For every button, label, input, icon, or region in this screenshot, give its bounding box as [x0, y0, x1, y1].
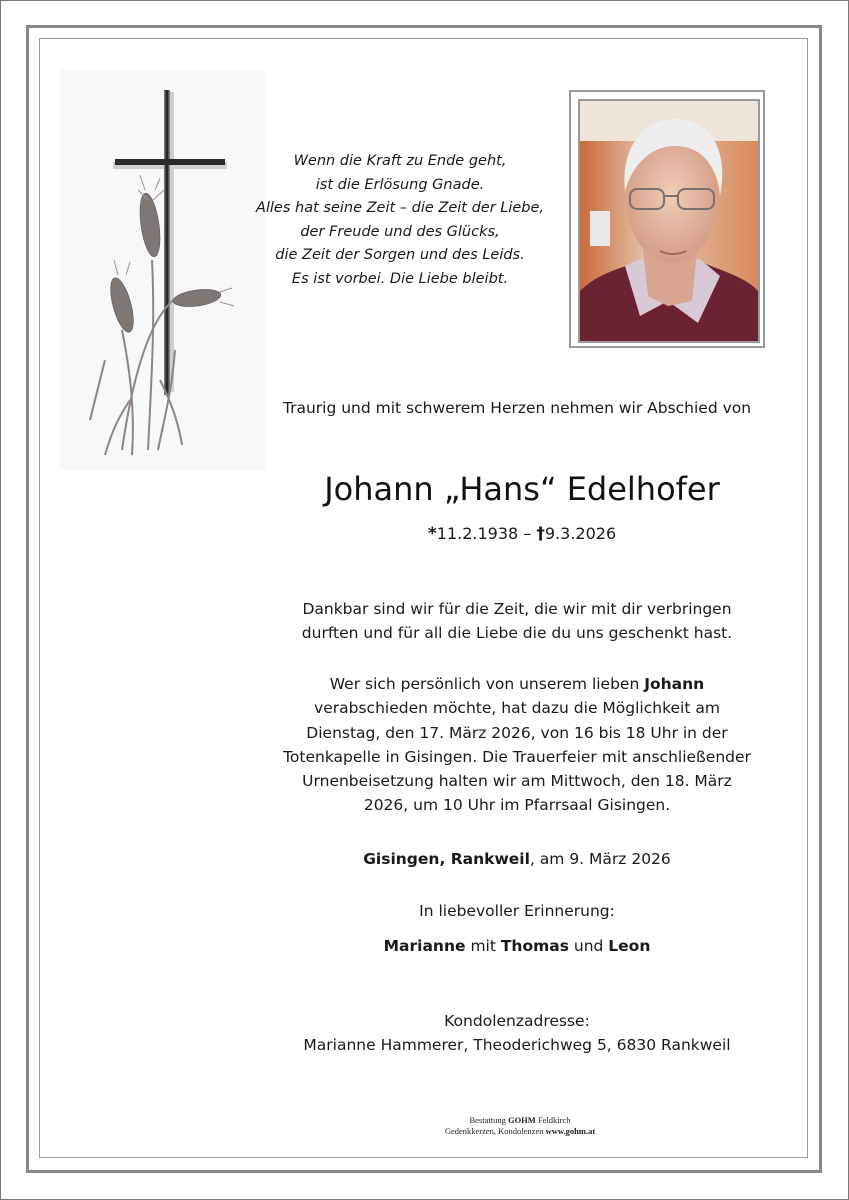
gratitude-paragraph	[262, 597, 772, 646]
paragraph-line	[262, 672, 772, 696]
poem	[245, 150, 555, 291]
funeral-home-footer	[380, 1115, 660, 1137]
place-names: Gisingen, Rankweil	[363, 850, 530, 868]
poem-line: der Freude und des Glücks,	[300, 223, 500, 240]
death-cross-icon: †	[536, 524, 545, 544]
intro-text: Traurig und mit schwerem Herzen nehmen wir Abschied von	[282, 399, 752, 417]
paragraph-line: 2026, um 10 Uhr im Pfarrsaal Gisingen.	[363, 796, 671, 815]
paragraph-line: Dienstag, den 17. März 2026, von 16 bis 18 Uhr in der	[306, 723, 728, 742]
family-signature	[262, 934, 772, 958]
family-member: Marianne	[383, 937, 466, 955]
poem-line: Alles hat seine Zeit – die Zeit der Liebe,	[255, 200, 545, 216]
condolence-address-text: Marianne Hammerer, Theoderichweg 5, 6830 Rankweil	[303, 1036, 731, 1055]
birth-star-icon: *	[427, 524, 437, 544]
paragraph-line: durften und für all die Liebe die du uns geschenkt hast.	[301, 624, 733, 643]
family-member: Thomas	[500, 937, 569, 955]
footer-text: Bestattung	[469, 1115, 508, 1125]
date-text: , am 9. März 2026	[529, 850, 671, 868]
paragraph-line: Dankbar sind wir für die Zeit, die wir mit dir verbringen	[302, 600, 732, 618]
memory-line: In liebevoller Erinnerung:	[419, 902, 615, 920]
portrait-photo	[578, 99, 760, 343]
farewell-details-paragraph	[262, 672, 772, 818]
paragraph-line: verabschieden möchte, hat dazu die Möglichkeit am	[314, 699, 720, 718]
cross-with-wheat-icon	[60, 70, 265, 470]
portrait-frame	[569, 90, 765, 348]
date-separator: –	[518, 524, 537, 543]
poem-line: ist die Erlösung Gnade.	[315, 176, 485, 193]
poem-line: die Zeit der Sorgen und des Leids.	[275, 247, 525, 263]
death-date: 9.3.2026	[544, 524, 617, 543]
funeral-home-website: www.gohm.at	[545, 1126, 596, 1136]
place-and-date	[262, 847, 772, 871]
line-text: Wer sich persönlich von unserem lieben	[329, 675, 645, 693]
paragraph-line: Totenkapelle in Gisingen. Die Trauerfeier mit anschließender	[283, 747, 751, 766]
joiner-text: und	[568, 937, 609, 955]
deceased-first-name: Johann	[644, 675, 705, 693]
footer-text: Gedenkkerzen, Kondolenzen	[444, 1126, 546, 1136]
paragraph-line: Urnenbeisetzung halten wir am Mittwoch, den 18. März	[302, 772, 732, 791]
birth-date: 11.2.1938	[436, 524, 519, 543]
deceased-name: Johann „Hans“ Edelhofer	[324, 470, 720, 508]
poem-line: Es ist vorbei. Die Liebe bleibt.	[291, 270, 509, 287]
footer-text: Feldkirch	[535, 1115, 571, 1125]
joiner-text: mit	[465, 937, 501, 955]
funeral-home-name: GOHM	[507, 1115, 536, 1125]
condolence-address	[262, 1009, 772, 1058]
condolence-label: Kondolenzadresse:	[444, 1012, 590, 1030]
life-dates	[262, 524, 782, 544]
family-member: Leon	[608, 937, 651, 955]
poem-line: Wenn die Kraft zu Ende geht,	[293, 153, 507, 169]
